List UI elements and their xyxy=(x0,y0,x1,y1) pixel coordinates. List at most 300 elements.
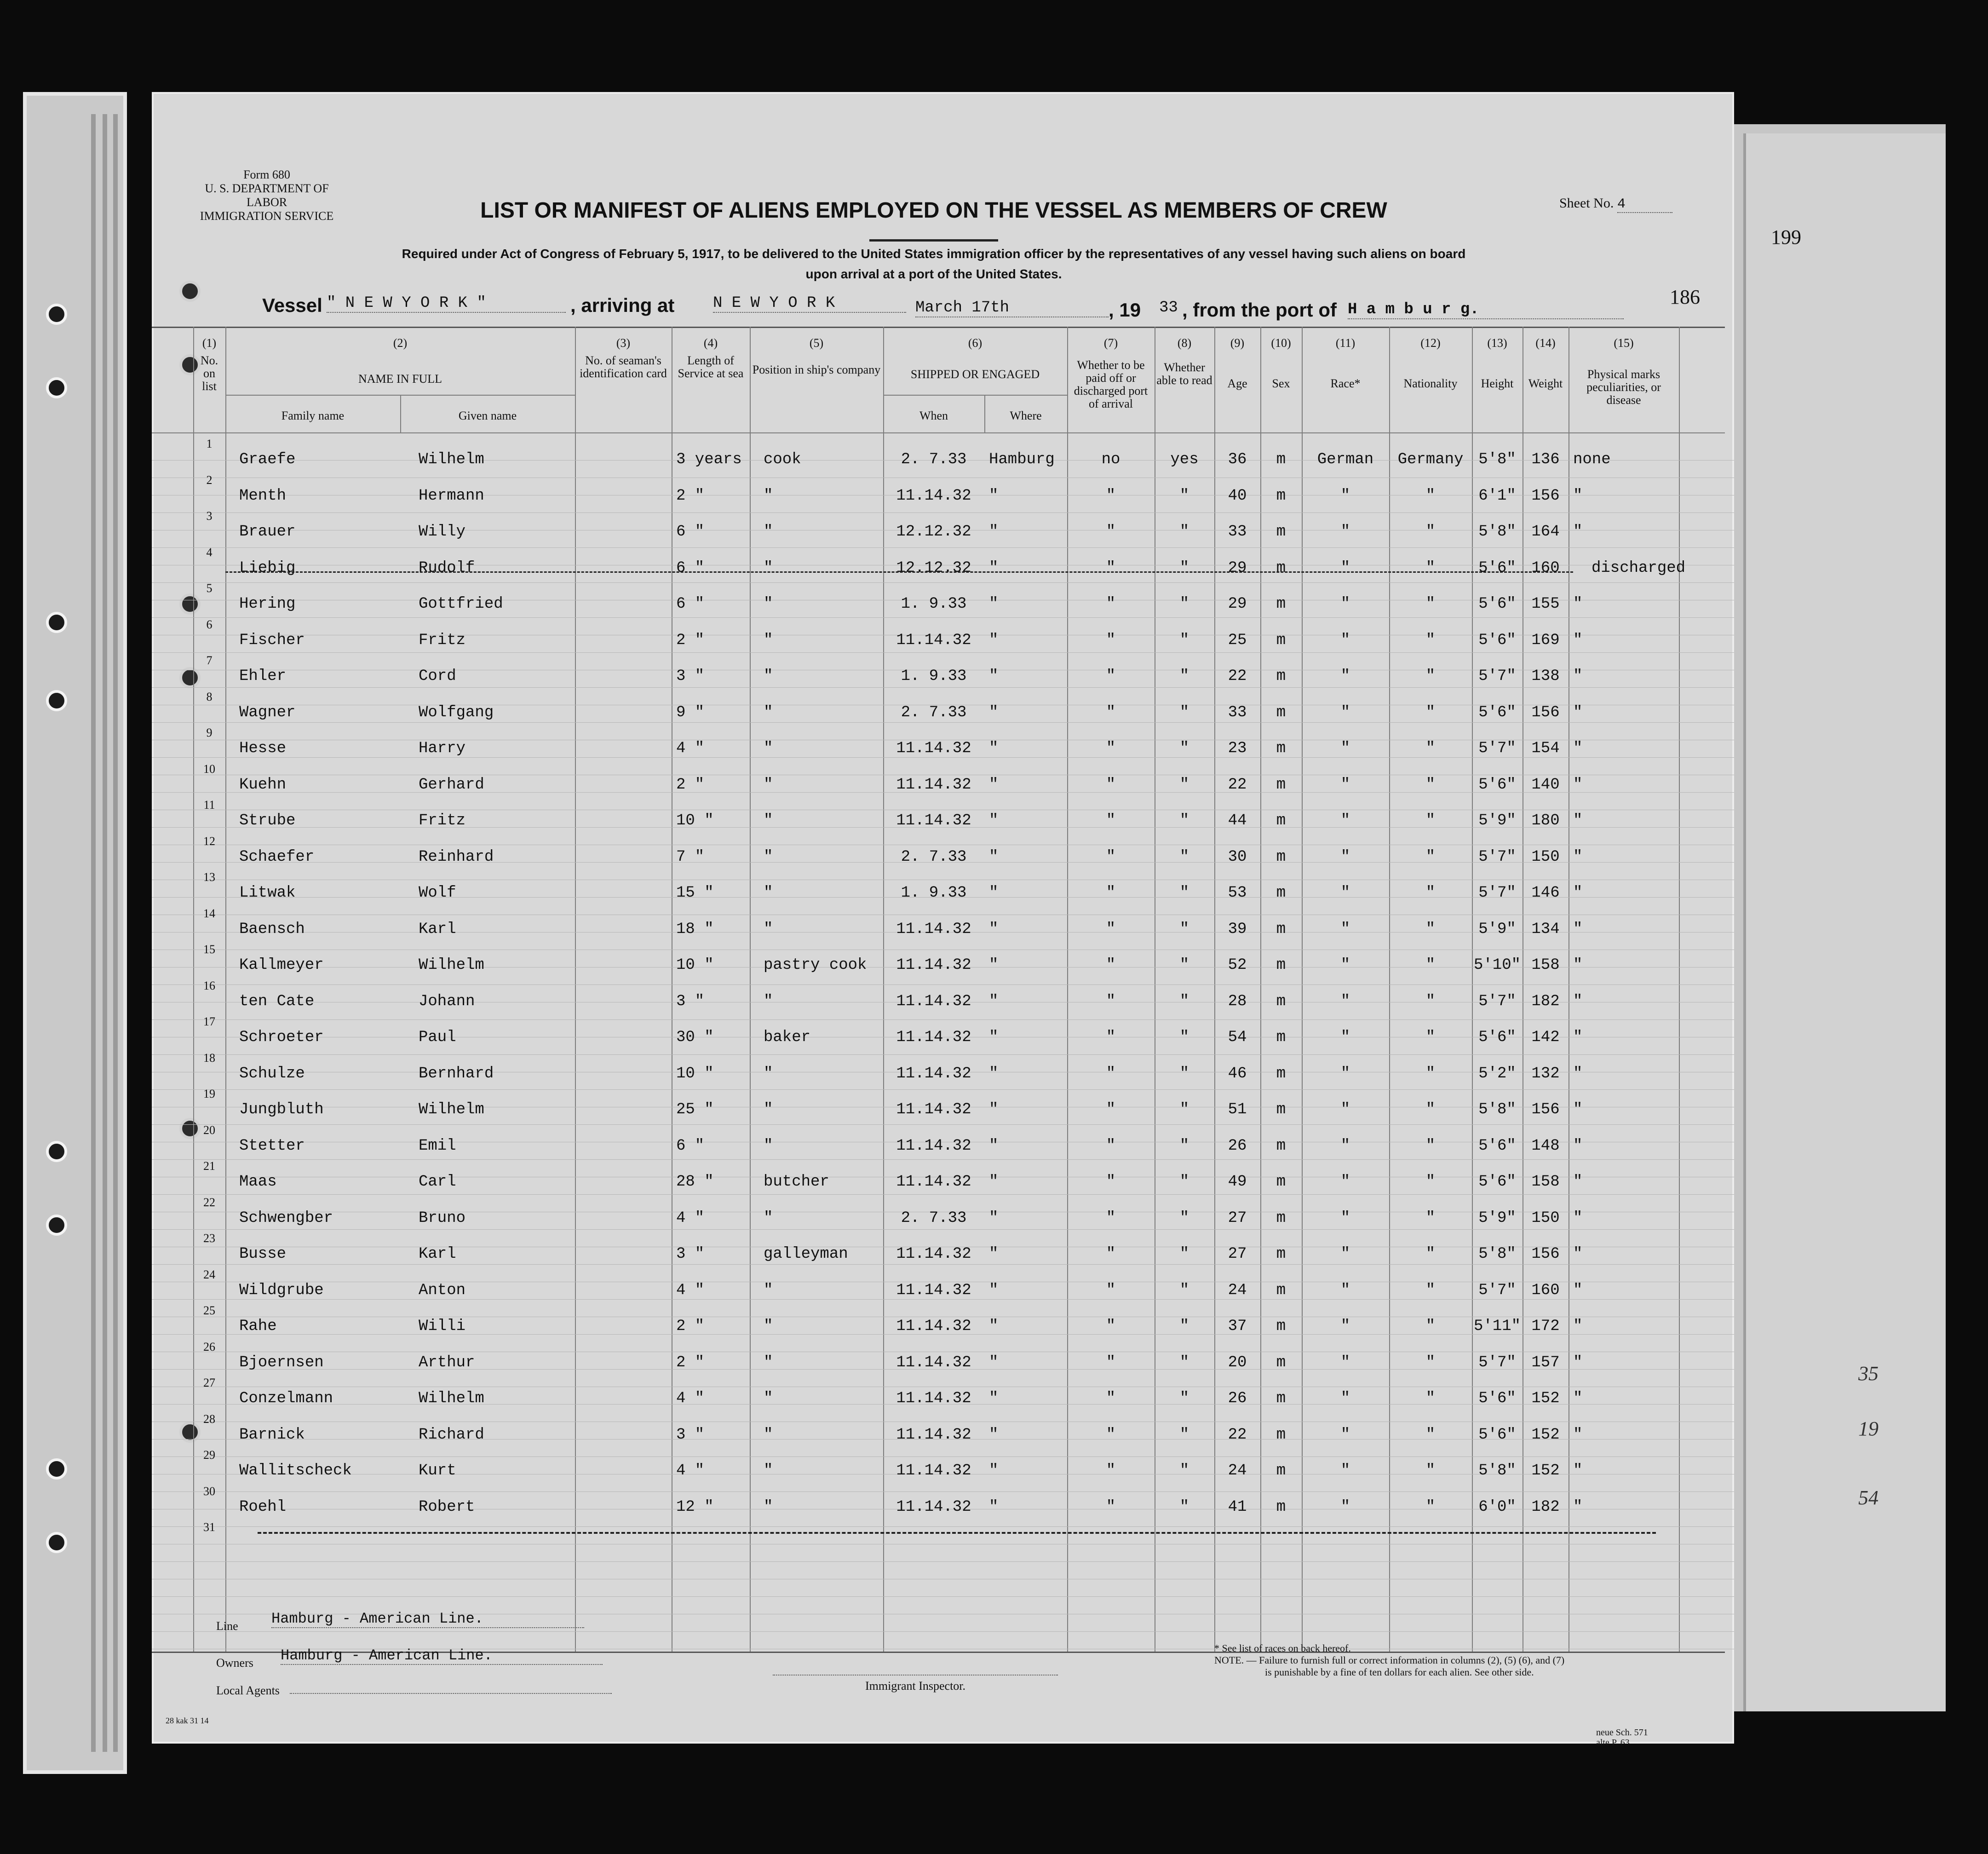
cell-read: " xyxy=(1179,595,1189,613)
binder-hole xyxy=(46,1141,67,1162)
margin-note: 35 xyxy=(1858,1362,1879,1385)
ruled-line xyxy=(152,1124,1734,1125)
cell-age: 36 xyxy=(1228,451,1247,468)
cell-sex: m xyxy=(1276,884,1286,902)
cell-position: pastry cook xyxy=(764,956,867,974)
table-row xyxy=(152,906,1725,939)
cell-weight: 180 xyxy=(1531,812,1560,829)
column-number: (1) xyxy=(202,336,217,350)
cell-given: Wilhelm xyxy=(419,956,484,974)
cell-sex: m xyxy=(1276,451,1286,468)
cell-given: Johann xyxy=(419,992,475,1010)
cell-age: 33 xyxy=(1228,523,1247,541)
column-header: Position in ship's company xyxy=(752,363,881,376)
cell-age: 40 xyxy=(1228,487,1247,505)
cell-where: " xyxy=(989,776,999,794)
binder-hole xyxy=(46,612,67,633)
cell-read: " xyxy=(1179,487,1189,505)
cell-race: " xyxy=(1340,1498,1350,1516)
column-header: Weight xyxy=(1528,377,1563,390)
column-header: Whether to be paid off or discharged port of arrival xyxy=(1074,358,1148,410)
cell-marks: " xyxy=(1573,1462,1583,1480)
cell-given: Bruno xyxy=(419,1209,466,1227)
cell-race: " xyxy=(1340,523,1350,541)
cell-nat: " xyxy=(1425,740,1436,757)
cell-when: 1. 9.33 xyxy=(901,595,967,613)
cell-where: " xyxy=(989,559,999,577)
cell-when: 11.14.32 xyxy=(896,1318,971,1335)
cell-age: 33 xyxy=(1228,703,1247,721)
cell-where: " xyxy=(989,1281,999,1299)
table-row xyxy=(152,726,1725,758)
cell-family: Jungbluth xyxy=(239,1101,324,1118)
cell-family: ten Cate xyxy=(239,992,315,1010)
cell-where: " xyxy=(989,1245,999,1263)
column-number: (14) xyxy=(1535,336,1556,350)
owners-label: Owners xyxy=(216,1656,253,1670)
cell-nat: " xyxy=(1425,1209,1436,1227)
cell-read: " xyxy=(1179,703,1189,721)
cell-paid: " xyxy=(1106,956,1116,974)
cell-position: " xyxy=(764,992,773,1010)
cell-service: 6 " xyxy=(676,523,705,541)
cell-nat: " xyxy=(1425,1245,1436,1263)
cell-race: " xyxy=(1340,1426,1350,1444)
cell-age: 24 xyxy=(1228,1281,1247,1299)
cell-where: " xyxy=(989,956,999,974)
cell-where: " xyxy=(989,523,999,541)
cell-nat: " xyxy=(1425,776,1436,794)
cell-age: 41 xyxy=(1228,1498,1247,1516)
cell-where: " xyxy=(989,812,999,829)
cell-position: " xyxy=(764,1101,773,1118)
table-row xyxy=(152,437,1725,469)
cell-when: 11.14.32 xyxy=(896,1101,971,1118)
table-row xyxy=(152,1376,1725,1408)
cell-position: " xyxy=(764,559,773,577)
page-edge xyxy=(113,114,118,1752)
crew-table xyxy=(152,327,1734,1661)
cell-paid: " xyxy=(1106,1065,1116,1082)
cell-age: 28 xyxy=(1228,992,1247,1010)
cell-position: " xyxy=(764,1318,773,1335)
cell-nat: " xyxy=(1425,559,1436,577)
cell-marks: " xyxy=(1573,920,1583,938)
cell-position: " xyxy=(764,776,773,794)
column-number: (9) xyxy=(1230,336,1245,350)
cell-where: " xyxy=(989,740,999,757)
cell-read: " xyxy=(1179,884,1189,902)
cell-no: 22 xyxy=(203,1195,215,1209)
cell-position: " xyxy=(764,1498,773,1516)
cell-marks: " xyxy=(1573,631,1583,649)
cell-when: 11.14.32 xyxy=(896,1353,971,1371)
cell-age: 29 xyxy=(1228,595,1247,613)
cell-weight: 142 xyxy=(1531,1029,1560,1046)
cell-given: Reinhard xyxy=(419,848,494,866)
cell-family: Graefe xyxy=(239,451,296,468)
cell-no: 9 xyxy=(206,726,213,739)
cell-nat: " xyxy=(1425,1173,1436,1191)
header-bottom-border xyxy=(152,432,1725,433)
column-number: (13) xyxy=(1487,336,1507,350)
cell-marks: " xyxy=(1573,1209,1583,1227)
cell-marks: " xyxy=(1573,1173,1583,1191)
cell-sex: m xyxy=(1276,523,1286,541)
cell-race: " xyxy=(1340,1209,1350,1227)
cell-when: 11.14.32 xyxy=(896,1245,971,1263)
cell-where: " xyxy=(989,1209,999,1227)
ruled-line xyxy=(152,1631,1734,1632)
cell-family: Wagner xyxy=(239,703,296,721)
cell-service: 30 " xyxy=(676,1029,714,1046)
cell-paid: " xyxy=(1106,1101,1116,1118)
cell-marks: " xyxy=(1573,595,1583,613)
cell-when: 11.14.32 xyxy=(896,1173,971,1191)
cell-paid: " xyxy=(1106,559,1116,577)
cell-paid: " xyxy=(1106,523,1116,541)
page-edge xyxy=(91,114,96,1752)
cell-read: " xyxy=(1179,812,1189,829)
cell-nat: " xyxy=(1425,920,1436,938)
cell-position: " xyxy=(764,1462,773,1480)
cell-sex: m xyxy=(1276,1029,1286,1046)
line-value: Hamburg - American Line. xyxy=(271,1610,584,1628)
cell-height: 5'6" xyxy=(1478,703,1516,721)
cell-weight: 132 xyxy=(1531,1065,1560,1082)
cell-age: 27 xyxy=(1228,1209,1247,1227)
ruled-line xyxy=(152,722,1734,723)
cell-family: Baensch xyxy=(239,920,305,938)
cell-race: " xyxy=(1340,1029,1350,1046)
cell-given: Wilhelm xyxy=(419,1390,484,1407)
cell-position: " xyxy=(764,848,773,866)
cell-marks: " xyxy=(1573,1318,1583,1335)
cell-where: " xyxy=(989,1101,999,1118)
cell-weight: 154 xyxy=(1531,740,1560,757)
year-suffix: 33 xyxy=(1159,299,1178,317)
print-code: 28 kak 31 14 xyxy=(166,1716,209,1725)
cell-read: " xyxy=(1179,1245,1189,1263)
inspector-signature-line xyxy=(773,1675,1058,1676)
cell-weight: 152 xyxy=(1531,1426,1560,1444)
cell-height: 5'7" xyxy=(1478,740,1516,757)
cell-weight: 169 xyxy=(1531,631,1560,649)
cell-given: Wilhelm xyxy=(419,451,484,468)
cell-marks: " xyxy=(1573,668,1583,685)
cell-race: " xyxy=(1340,559,1350,577)
cell-given: Fritz xyxy=(419,812,466,829)
cell-family: Roehl xyxy=(239,1498,287,1516)
cell-paid: " xyxy=(1106,1462,1116,1480)
cell-read: " xyxy=(1179,1065,1189,1082)
table-row xyxy=(152,545,1725,578)
cell-sex: m xyxy=(1276,595,1286,613)
page-edge xyxy=(103,114,107,1752)
cell-height: 5'7" xyxy=(1478,848,1516,866)
cell-race: " xyxy=(1340,848,1350,866)
left-page-stack xyxy=(23,92,127,1774)
cell-paid: no xyxy=(1101,451,1120,468)
subtitle xyxy=(336,244,1532,284)
cell-given: Cord xyxy=(419,668,456,685)
table-row xyxy=(152,1484,1725,1517)
cell-paid: " xyxy=(1106,668,1116,685)
cell-height: 5'7" xyxy=(1478,992,1516,1010)
cell-height: 5'8" xyxy=(1478,523,1516,541)
cell-given: Anton xyxy=(419,1281,466,1299)
cell-position: " xyxy=(764,595,773,613)
cell-height: 5'7" xyxy=(1478,884,1516,902)
cell-service: 2 " xyxy=(676,1318,705,1335)
cell-service: 25 " xyxy=(676,1101,714,1118)
cell-where: " xyxy=(989,848,999,866)
cell-read: " xyxy=(1179,1426,1189,1444)
cell-height: 5'9" xyxy=(1478,1209,1516,1227)
cell-race: " xyxy=(1340,1390,1350,1407)
column-number: (11) xyxy=(1335,336,1356,350)
cell-no: 3 xyxy=(206,509,213,523)
cell-read: yes xyxy=(1170,451,1199,468)
cell-height: 5'7" xyxy=(1478,1353,1516,1371)
binder-hole xyxy=(46,304,67,325)
table-row xyxy=(152,943,1725,975)
cell-weight: 152 xyxy=(1531,1390,1560,1407)
stamp-number: 199 xyxy=(1771,226,1801,248)
cell-no: 11 xyxy=(203,798,215,812)
department-name: U. S. DEPARTMENT OF LABOR xyxy=(205,182,329,209)
cell-height: 5'6" xyxy=(1478,1029,1516,1046)
cell-where: " xyxy=(989,1318,999,1335)
cell-marks: " xyxy=(1573,1390,1583,1407)
from-port: H a m b u r g. xyxy=(1348,301,1624,319)
cell-read: " xyxy=(1179,1390,1189,1407)
cell-service: 7 " xyxy=(676,848,705,866)
cell-paid: " xyxy=(1106,1353,1116,1371)
cell-family: Menth xyxy=(239,487,287,505)
cell-nat: " xyxy=(1425,595,1436,613)
cell-service: 12 " xyxy=(676,1498,714,1516)
cell-read: " xyxy=(1179,1209,1189,1227)
cell-no: 28 xyxy=(203,1412,215,1426)
column-number: (7) xyxy=(1103,336,1118,350)
cell-weight: 164 xyxy=(1531,523,1560,541)
cell-height: 5'6" xyxy=(1478,1137,1516,1155)
cell-age: 27 xyxy=(1228,1245,1247,1263)
cell-when: 11.14.32 xyxy=(896,487,971,505)
cell-age: 22 xyxy=(1228,1426,1247,1444)
cell-no: 12 xyxy=(203,834,215,848)
cell-read: " xyxy=(1179,1498,1189,1516)
cell-where: " xyxy=(989,1065,999,1082)
cell-height: 5'2" xyxy=(1478,1065,1516,1082)
subtitle-line: upon arrival at a port of the United States. xyxy=(805,267,1062,281)
form-number: Form 680 xyxy=(243,168,290,181)
cell-given: Emil xyxy=(419,1137,456,1155)
cell-when: 11.14.32 xyxy=(896,1390,971,1407)
cell-read: " xyxy=(1179,1281,1189,1299)
table-row xyxy=(152,762,1725,795)
cell-height: 5'10" xyxy=(1473,956,1521,974)
column-number: (10) xyxy=(1271,336,1291,350)
cell-position: " xyxy=(764,1426,773,1444)
cell-where: " xyxy=(989,631,999,649)
cell-age: 39 xyxy=(1228,920,1247,938)
cell-given: Karl xyxy=(419,1245,456,1263)
cell-sex: m xyxy=(1276,776,1286,794)
cell-family: Litwak xyxy=(239,884,296,902)
cell-position: " xyxy=(764,1209,773,1227)
cell-family: Liebig xyxy=(239,559,296,577)
penalty-note: NOTE. — Failure to furnish full or correct information in columns (2), (5) (6), and (7) xyxy=(1214,1654,1565,1666)
cell-sex: m xyxy=(1276,559,1286,577)
cell-position: " xyxy=(764,668,773,685)
title-rule xyxy=(869,239,998,242)
binder-hole xyxy=(46,690,67,711)
ruled-line xyxy=(152,547,1734,548)
cell-weight: 138 xyxy=(1531,668,1560,685)
cell-position: baker xyxy=(764,1029,811,1046)
column-header: No. of seaman's identification card xyxy=(580,354,667,380)
cell-when: 11.14.32 xyxy=(896,812,971,829)
agents-label: Local Agents xyxy=(216,1684,280,1697)
table-row xyxy=(152,582,1725,614)
cell-read: " xyxy=(1179,956,1189,974)
column-header: Length of Service at sea xyxy=(678,354,744,380)
binder-hole xyxy=(46,1532,67,1553)
cell-weight: 160 xyxy=(1531,559,1560,577)
cell-where: " xyxy=(989,884,999,902)
cell-height: 6'0" xyxy=(1478,1498,1516,1516)
cell-where: " xyxy=(989,1426,999,1444)
cell-nat: " xyxy=(1425,631,1436,649)
cell-race: " xyxy=(1340,668,1350,685)
cell-service: 9 " xyxy=(676,703,705,721)
table-row xyxy=(152,473,1725,506)
cell-paid: " xyxy=(1106,703,1116,721)
margin-note: 19 xyxy=(1858,1417,1879,1440)
cell-height: 5'6" xyxy=(1478,1426,1516,1444)
cell-sex: m xyxy=(1276,1426,1286,1444)
cell-given: Rudolf xyxy=(419,559,475,577)
column-header: NAME IN FULL xyxy=(358,372,442,386)
cell-weight: 182 xyxy=(1531,992,1560,1010)
cell-no: 8 xyxy=(206,690,213,703)
cell-height: 5'6" xyxy=(1478,1173,1516,1191)
column-number: (12) xyxy=(1420,336,1441,350)
cell-height: 5'6" xyxy=(1478,595,1516,613)
cell-given: Arthur xyxy=(419,1353,475,1371)
schedule-old: alte P. 63 xyxy=(1596,1738,1630,1748)
cell-weight: 146 xyxy=(1531,884,1560,902)
cell-where: " xyxy=(989,1137,999,1155)
cell-position: " xyxy=(764,740,773,757)
cell-family: Kallmeyer xyxy=(239,956,324,974)
cell-weight: 152 xyxy=(1531,1462,1560,1480)
cell-where: " xyxy=(989,1390,999,1407)
cell-paid: " xyxy=(1106,1029,1116,1046)
cell-service: 3 " xyxy=(676,1426,705,1444)
cell-sex: m xyxy=(1276,848,1286,866)
cell-age: 26 xyxy=(1228,1390,1247,1407)
cell-marks: " xyxy=(1573,848,1583,866)
column-subheader: When xyxy=(919,409,948,422)
cell-marks: none xyxy=(1573,451,1611,468)
cell-paid: " xyxy=(1106,1137,1116,1155)
cell-when: 11.14.32 xyxy=(896,956,971,974)
table-row xyxy=(152,1304,1725,1336)
cell-service: 3 " xyxy=(676,668,705,685)
binder-hole xyxy=(46,1215,67,1236)
cell-where: " xyxy=(989,992,999,1010)
cell-age: 52 xyxy=(1228,956,1247,974)
cell-no: 14 xyxy=(203,906,215,920)
cell-paid: " xyxy=(1106,776,1116,794)
closing-dashed-line xyxy=(258,1532,1656,1534)
cell-position: " xyxy=(764,920,773,938)
cell-race: " xyxy=(1340,884,1350,902)
cell-sex: m xyxy=(1276,1065,1286,1082)
column-header: Physical marks peculiarities, or disease xyxy=(1586,368,1661,407)
cell-when: 2. 7.33 xyxy=(901,451,967,468)
cell-sex: m xyxy=(1276,740,1286,757)
cell-weight: 150 xyxy=(1531,848,1560,866)
cell-given: Carl xyxy=(419,1173,456,1191)
cell-position: " xyxy=(764,631,773,649)
cell-paid: " xyxy=(1106,920,1116,938)
cell-given: Karl xyxy=(419,920,456,938)
cell-weight: 182 xyxy=(1531,1498,1560,1516)
table-row xyxy=(152,1051,1725,1083)
cell-marks: " xyxy=(1573,1281,1583,1299)
schedule-code xyxy=(1596,1727,1648,1748)
cell-race: " xyxy=(1340,631,1350,649)
cell-service: 4 " xyxy=(676,1281,705,1299)
cell-paid: " xyxy=(1106,487,1116,505)
cell-when: 2. 7.33 xyxy=(901,1209,967,1227)
vessel-line xyxy=(262,294,1642,322)
cell-weight: 160 xyxy=(1531,1281,1560,1299)
cell-no: 1 xyxy=(206,437,213,450)
cell-height: 5'8" xyxy=(1478,1101,1516,1118)
cell-age: 37 xyxy=(1228,1318,1247,1335)
cell-race: " xyxy=(1340,776,1350,794)
cell-given: Wilhelm xyxy=(419,1101,484,1118)
cell-nat: " xyxy=(1425,523,1436,541)
cell-marks: " xyxy=(1573,523,1583,541)
cell-no: 30 xyxy=(203,1484,215,1498)
column-header: Nationality xyxy=(1403,377,1458,390)
cell-marks: " xyxy=(1573,992,1583,1010)
cell-height: 5'11" xyxy=(1473,1318,1521,1335)
cell-family: Schwengber xyxy=(239,1209,333,1227)
cell-paid: " xyxy=(1106,1498,1116,1516)
table-row xyxy=(152,1520,1725,1553)
column-number: (15) xyxy=(1614,336,1634,350)
cell-read: " xyxy=(1179,1462,1189,1480)
cell-height: 5'8" xyxy=(1478,451,1516,468)
cell-sex: m xyxy=(1276,1462,1286,1480)
cell-paid: " xyxy=(1106,812,1116,829)
ruled-line xyxy=(152,652,1734,653)
cell-race: " xyxy=(1340,595,1350,613)
cell-sex: m xyxy=(1276,1390,1286,1407)
cell-marks: " xyxy=(1573,1426,1583,1444)
cell-race: " xyxy=(1340,703,1350,721)
cell-marks: " xyxy=(1573,1101,1583,1118)
cell-family: Brauer xyxy=(239,523,296,541)
cell-service: 6 " xyxy=(676,559,705,577)
